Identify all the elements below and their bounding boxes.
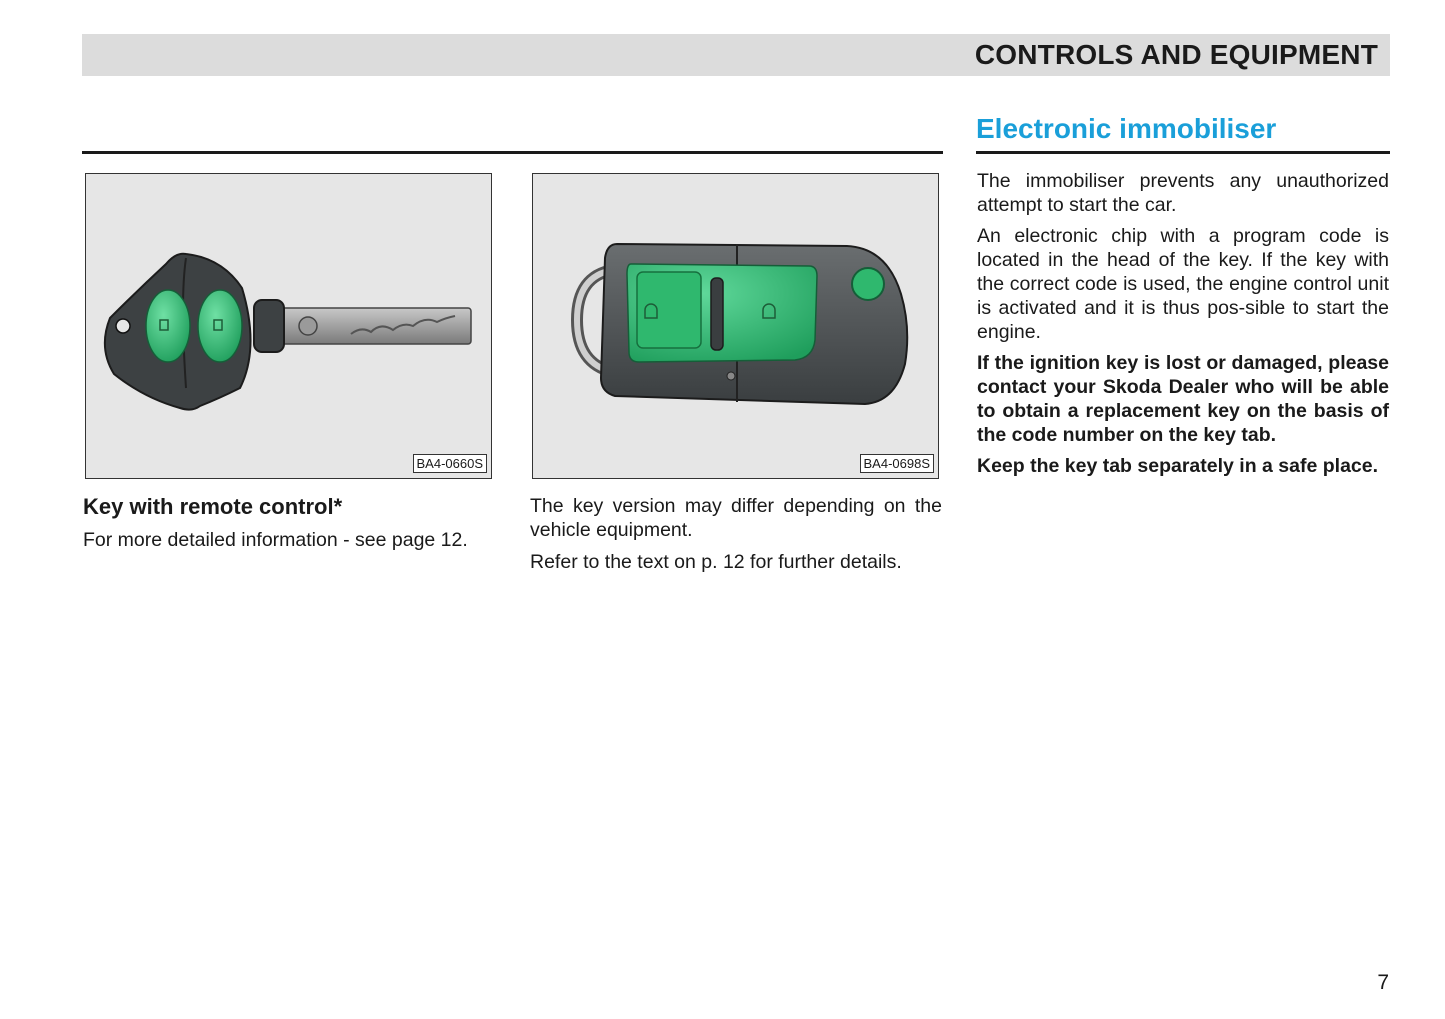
body-paragraph: The immobiliser prevents any unauthorized attempt to start the car. bbox=[977, 170, 1389, 216]
divider-left bbox=[82, 151, 943, 154]
figure-caption-title: Key with remote control* bbox=[83, 494, 343, 519]
flip-key-illustration bbox=[533, 174, 938, 478]
figure-caption-text: For more detailed information - see page 12. bbox=[83, 529, 468, 551]
unlock-button-icon bbox=[198, 290, 242, 362]
header-bar bbox=[82, 34, 1390, 76]
figure-caption-text: The key version may differ depending on the vehicle equipment. bbox=[530, 495, 942, 541]
warning-paragraph: Keep the key tab separately in a safe place. bbox=[977, 455, 1379, 477]
warning-paragraph: If the ignition key is lost or damaged, please contact your Skoda Dealer who will be able to obtain a replacement key on the basis of the code number on the key tab. bbox=[977, 352, 1389, 446]
divider-right bbox=[976, 151, 1390, 154]
figure-caption-text: Refer to the text on p. 12 for further details. bbox=[530, 551, 902, 573]
immobiliser-text bbox=[977, 169, 1389, 485]
release-button-icon bbox=[852, 268, 884, 300]
figure-key-remote bbox=[85, 173, 492, 479]
figure-code: BA4-0698S bbox=[860, 454, 935, 473]
header-title: CONTROLS AND EQUIPMENT bbox=[974, 39, 1378, 70]
figure-code: BA4-0660S bbox=[413, 454, 488, 473]
body-paragraph: An electronic chip with a program code is located in the head of the key. If the key with the correct code is used, the engine control unit is activated and it is thus pos-sible to start the engine. bbox=[977, 225, 1389, 343]
page-number: 7 bbox=[1377, 971, 1389, 994]
lock-button-icon bbox=[637, 272, 701, 348]
figure-flip-key bbox=[532, 173, 939, 479]
key-remote-illustration bbox=[86, 174, 491, 478]
section-title: Electronic immobiliser bbox=[976, 113, 1277, 144]
